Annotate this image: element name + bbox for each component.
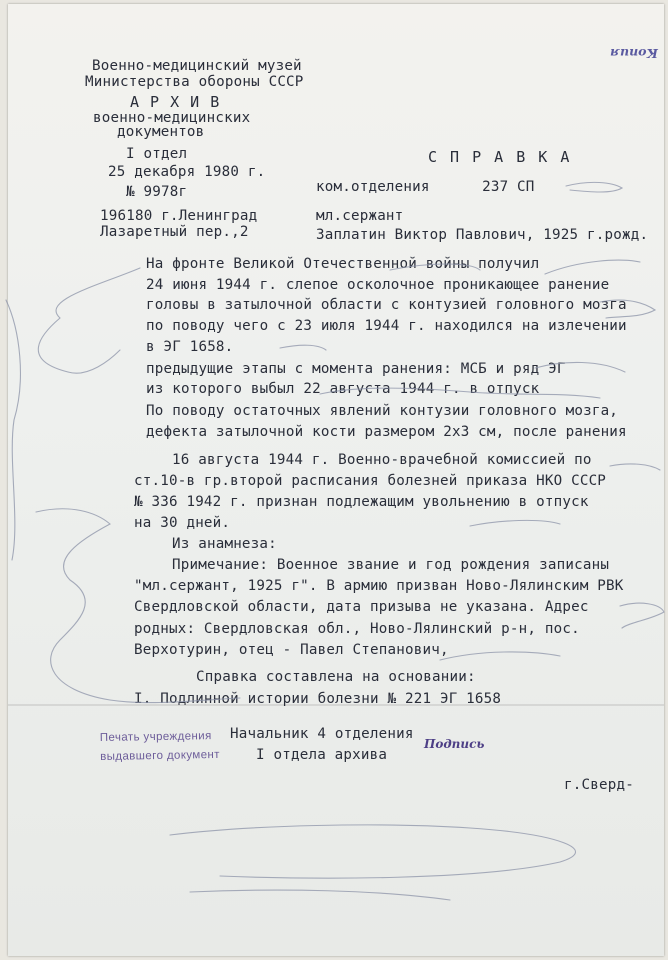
address-line2: Лазаретный пер.,2 <box>100 224 249 240</box>
museum-line1: Военно-медицинский музей <box>92 58 302 74</box>
body-line: в ЭГ 1658. <box>146 339 234 355</box>
seal-stamp-line1: Печать учреждения <box>99 730 212 745</box>
address-line1: 196180 г.Ленинград <box>100 208 258 224</box>
body-line: Примечание: Военное звание и год рождения записаны <box>172 557 610 573</box>
body-line: на 30 дней. <box>134 515 231 531</box>
body-line: Свердловской области, дата призыва не указана. Адрес <box>134 599 589 615</box>
document-number: № 9978г <box>126 184 188 200</box>
body-line: "мл.сержант, 1925 г". В армию призван Ново-Лялинским РВК <box>134 578 624 594</box>
body-line: из которого выбыл 22 августа 1944 г. в отпуск <box>146 381 540 397</box>
body-line: 16 августа 1944 г. Военно-врачебной комиссией по <box>172 452 592 468</box>
body-line: № 336 1942 г. признан подлежащим увольнению в отпуск <box>134 494 589 510</box>
seal-stamp-line2: выдавшего документ <box>100 748 221 764</box>
body-line: ст.10-в гр.второй расписания болезней приказа НКО СССР <box>134 473 607 489</box>
body-line: по поводу чего с 23 июля 1944 г. находился на излечении <box>146 318 627 334</box>
subject-rank: мл.сержант <box>316 208 404 224</box>
copy-stamp: Копия <box>610 46 658 61</box>
signature-line1: Начальник 4 отделения <box>230 726 414 742</box>
body-line: дефекта затылочной кости размером 2х3 см, после ранения <box>146 424 627 440</box>
basis-title: Справка составлена на основании: <box>196 669 476 685</box>
seal-stamp <box>100 727 221 767</box>
body-line: Верхотурин, отец - Павел Степанович, <box>134 642 449 658</box>
document-date: 25 декабря 1980 г. <box>108 164 266 180</box>
department: I отдел <box>126 146 188 162</box>
basis-item: I. Подлинной истории болезни № 221 ЭГ 1658 <box>134 691 502 707</box>
footer-city: г.Сверд- <box>564 777 634 793</box>
signature-line2: I отдела архива <box>256 747 388 763</box>
signature-stamp: Подпись <box>424 737 485 751</box>
archive-title: А Р Х И В <box>130 93 221 111</box>
document-title: С П Р А В К А <box>428 148 572 166</box>
body-line: По поводу остаточных явлений контузии головного мозга, <box>146 403 619 419</box>
archive-sub2: документов <box>117 124 205 140</box>
body-line: головы в затылочной области с контузией головного мозга <box>146 297 627 313</box>
body-line: На фронте Великой Отечественной войны получил <box>146 256 540 272</box>
body-line: 24 июня 1944 г. слепое осколочное проникающее ранение <box>146 277 610 293</box>
subject-unit: ком.отделения 237 СП <box>316 179 535 195</box>
archive-sub1: военно-медицинских <box>93 110 251 126</box>
museum-line2: Министерства обороны СССР <box>85 74 304 90</box>
body-line: предыдущие этапы с момента ранения: МСБ и ряд ЭГ <box>146 361 566 377</box>
body-line: Из анамнеза: <box>172 536 277 552</box>
body-line: родных: Свердловская обл., Ново-Лялинский р-н, пос. <box>134 621 580 637</box>
subject-name: Заплатин Виктор Павлович, 1925 г.рожд. <box>316 227 649 243</box>
